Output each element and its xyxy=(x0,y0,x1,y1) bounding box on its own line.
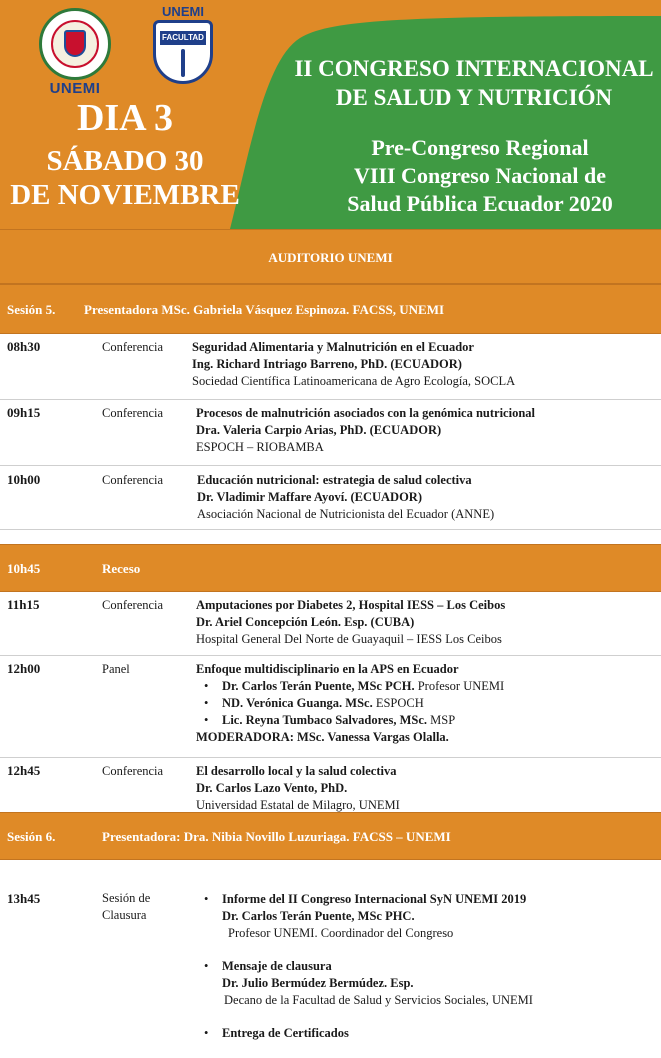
row-affiliation: Universidad Estatal de Milagro, UNEMI xyxy=(196,798,400,812)
row-time: 12h45 xyxy=(7,763,41,778)
row-time: 08h30 xyxy=(7,339,41,354)
auditorio-header: AUDITORIO UNEMI xyxy=(0,229,661,284)
row-body xyxy=(197,472,655,523)
row-body xyxy=(196,891,655,1042)
row-type: Panel xyxy=(102,662,130,676)
row-title: Educación nutricional: estrategia de salud colectiva xyxy=(197,473,472,487)
congress-subtitle xyxy=(330,134,630,218)
session-6-bar xyxy=(0,812,661,860)
session-5-presenter: Presentadora MSc. Gabriela Vásquez Espinoza. FACSS, UNEMI xyxy=(84,302,445,317)
closing-item-speaker: Dr. Julio Bermúdez Bermúdez. Esp. xyxy=(222,976,414,990)
row-title: Procesos de malnutrición asociados con la genómica nutricional xyxy=(196,406,535,420)
recess-time: 10h45 xyxy=(7,561,41,576)
table-row xyxy=(0,334,661,400)
closing-type-line-2: Clausura xyxy=(102,908,147,922)
table-row xyxy=(0,758,661,812)
date-line-2: DE NOVIEMBRE xyxy=(10,179,240,211)
session-6-presenter: Presentadora: Dra. Nibia Novillo Luzuriaga. FACSS – UNEMI xyxy=(102,829,451,844)
row-type: Conferencia xyxy=(102,406,164,420)
day-number: DIA 3 xyxy=(76,97,174,139)
row-time: 10h00 xyxy=(7,472,41,487)
row-title: El desarrollo local y la salud colectiva xyxy=(196,764,397,778)
subtitle-line-1: Pre-Congreso Regional xyxy=(371,135,589,160)
panel-members xyxy=(196,678,655,729)
schedule-table xyxy=(0,229,661,1058)
subtitle-line-2: VIII Congreso Nacional de xyxy=(353,163,606,188)
row-speaker: Dr. Carlos Lazo Vento, PhD. xyxy=(196,781,348,795)
row-affiliation: Sociedad Científica Latinoamericana de Agro Ecología, SOCLA xyxy=(192,374,516,388)
header-banner xyxy=(0,0,661,229)
title-line-1: II CONGRESO INTERNACIONAL xyxy=(294,56,654,81)
row-body xyxy=(196,597,655,648)
row-affiliation: Hospital General Del Norte de Guayaquil – IESS Los Ceibos xyxy=(196,632,502,646)
day-date-block xyxy=(0,96,250,212)
facultad-shield-icon xyxy=(153,20,213,84)
closing-item-speaker: Dr. Carlos Terán Puente, MSc PHC. xyxy=(222,909,415,923)
closing-item-title: • Informe del II Congreso Internacional SyN UNEMI 2019 xyxy=(222,892,527,906)
row-type: Conferencia xyxy=(102,340,164,354)
caduceus-icon xyxy=(181,49,185,77)
date-line-1: SÁBADO 30 xyxy=(46,145,204,177)
row-body xyxy=(196,763,655,814)
closing-type-line-1: Sesión de xyxy=(102,891,151,905)
row-spacer xyxy=(0,530,661,544)
closing-item-detail: Decano de la Facultad de Salud y Servicios Sociales, UNEMI xyxy=(224,993,533,1007)
row-title: Seguridad Alimentaria y Malnutrición en el Ecuador xyxy=(192,340,474,354)
row-speaker: Dr. Vladimir Maffare Ayoví. (ECUADOR) xyxy=(197,490,422,504)
closing-item-title: • Mensaje de clausura xyxy=(222,959,332,973)
congress-title xyxy=(290,54,658,112)
table-row xyxy=(0,466,661,530)
closing-items xyxy=(196,891,655,1042)
unemi-university-logo xyxy=(37,8,113,96)
row-time: 13h45 xyxy=(7,891,41,906)
panel-moderator: MODERADORA: MSc. Vanessa Vargas Olalla. xyxy=(196,730,449,744)
session-5-bar xyxy=(0,284,661,334)
session-5-label: Sesión 5. xyxy=(7,302,56,317)
closing-item-detail: Profesor UNEMI. Coordinador del Congreso xyxy=(228,926,454,940)
closing-item xyxy=(196,958,655,1009)
facultad-logo-top: UNEMI xyxy=(162,4,204,19)
table-row xyxy=(0,400,661,466)
row-speaker: Dra. Valeria Carpio Arias, PhD. (ECUADOR) xyxy=(196,423,442,437)
row-speaker: Ing. Richard Intriago Barreno, PhD. (ECUADOR) xyxy=(192,357,462,371)
facultad-logo xyxy=(147,4,219,86)
row-body xyxy=(196,405,655,456)
row-title: Amputaciones por Diabetes 2, Hospital IESS – Los Ceibos xyxy=(196,598,506,612)
recess-bar xyxy=(0,544,661,592)
shield-icon xyxy=(64,30,86,57)
session-6-label: Sesión 6. xyxy=(7,829,56,844)
panel-member: • Dr. Carlos Terán Puente, MSc PCH. Profesor UNEMI xyxy=(196,678,655,695)
row-affiliation: ESPOCH – RIOBAMBA xyxy=(196,440,324,454)
row-time: 11h15 xyxy=(7,597,40,612)
table-row xyxy=(0,592,661,656)
facultad-band: FACULTAD xyxy=(160,31,206,45)
row-affiliation: Asociación Nacional de Nutricionista del Ecuador (ANNE) xyxy=(197,507,495,521)
closing-item-title: • Entrega de Certificados xyxy=(222,1026,349,1040)
subtitle-line-3: Salud Pública Ecuador 2020 xyxy=(347,191,613,216)
panel-member: • ND. Verónica Guanga. MSc. ESPOCH xyxy=(196,695,655,712)
table-row-closing xyxy=(0,860,661,1058)
row-type: Conferencia xyxy=(102,598,164,612)
title-line-2: DE SALUD Y NUTRICIÓN xyxy=(335,85,613,110)
uni-logo-word: UNEMI xyxy=(49,80,101,97)
row-time: 09h15 xyxy=(7,405,41,420)
closing-item xyxy=(196,891,655,942)
row-type: Conferencia xyxy=(102,764,164,778)
row-body xyxy=(196,661,655,746)
row-time: 12h00 xyxy=(7,661,41,676)
table-row-panel xyxy=(0,656,661,758)
row-body xyxy=(192,339,655,390)
panel-title: Enfoque multidisciplinario en la APS en Ecuador xyxy=(196,662,459,676)
row-type: Conferencia xyxy=(102,473,164,487)
row-speaker: Dr. Ariel Concepción León. Esp. (CUBA) xyxy=(196,615,415,629)
closing-item xyxy=(196,1025,655,1042)
panel-member: • Lic. Reyna Tumbaco Salvadores, MSc. MSP xyxy=(196,712,655,729)
recess-label: Receso xyxy=(102,561,141,576)
row-type xyxy=(102,890,150,924)
